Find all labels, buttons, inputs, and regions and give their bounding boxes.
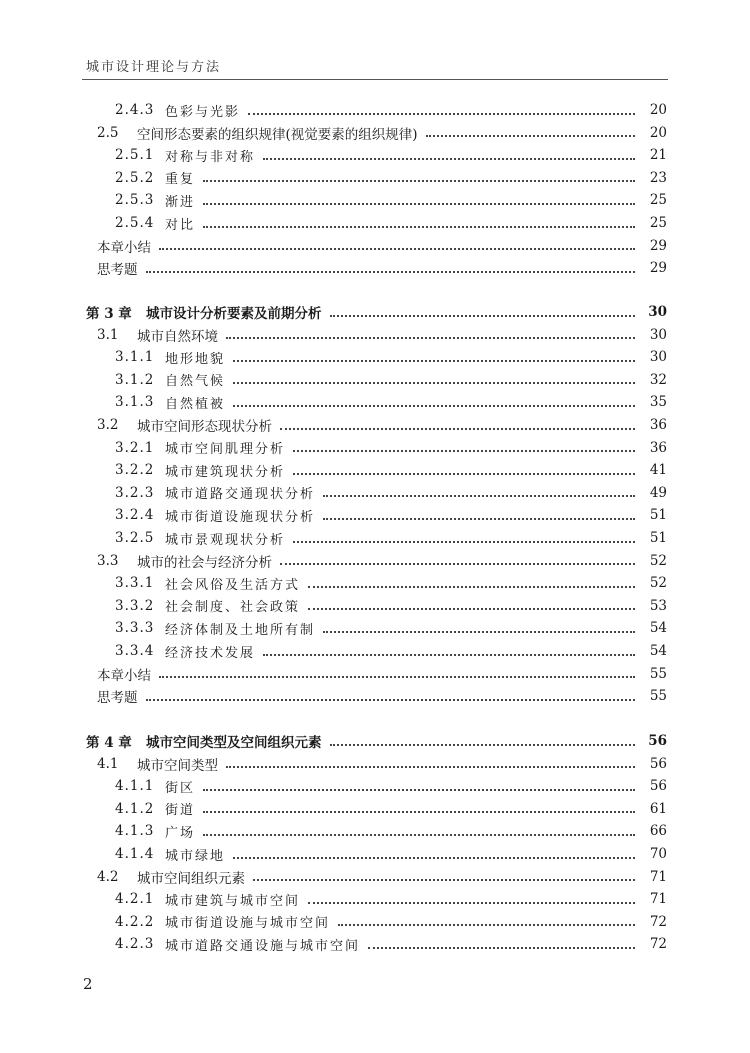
toc-entry-title: 经济体制及土地所有制: [165, 622, 316, 638]
dot-leader: [159, 675, 635, 678]
dot-leader: [308, 901, 635, 904]
toc-entry-number: 3.2.2: [115, 462, 155, 479]
toc-entry-number: 第 3 章: [86, 306, 132, 322]
toc-entry-page: 71: [649, 891, 667, 908]
toc-entry-page: 29: [649, 237, 667, 254]
toc-entry-title: 渐进: [165, 194, 196, 210]
toc-entry-number: 4.1.4: [115, 846, 155, 862]
toc-entry[interactable]: [115, 888, 667, 910]
toc-entry-page: 35: [649, 394, 667, 411]
toc-entry-title: 城市街道设施现状分析: [165, 509, 316, 525]
toc-entry-title: 城市道路交通现状分析: [165, 487, 316, 503]
toc-entry-title: 城市空间类型: [137, 757, 218, 774]
toc-entry[interactable]: [115, 437, 667, 459]
toc-entry-page: 53: [649, 597, 667, 614]
toc-entry-page: 54: [649, 643, 667, 659]
toc-entry-title: 空间形态要素的组织规律(视觉要素的组织规律): [137, 126, 418, 143]
toc-entry-number: 3.1.2: [115, 371, 155, 388]
toc-entry-page: 36: [649, 417, 667, 433]
toc-entry-page: 36: [649, 439, 667, 456]
running-header: 城市设计理论与方法: [86, 60, 222, 75]
toc-entry-page: 56: [648, 733, 667, 749]
dot-leader: [330, 314, 636, 317]
toc-entry-title: 城市绿地: [165, 848, 226, 864]
toc-entry-title: 城市景观现状分析: [165, 532, 286, 548]
toc-entry[interactable]: [97, 122, 667, 144]
dot-leader: [330, 743, 636, 746]
dot-leader: [203, 202, 635, 205]
toc-entry[interactable]: [115, 617, 667, 639]
toc-entry-page: 66: [649, 823, 667, 840]
toc-entry-page: 32: [649, 371, 667, 388]
toc-entry-number: 3.1: [97, 326, 119, 343]
toc-entry[interactable]: [115, 933, 667, 955]
toc-entry-number: 第 4 章: [86, 735, 132, 751]
toc-entry-page: 70: [649, 846, 667, 862]
toc-entry[interactable]: [86, 730, 667, 752]
toc-entry[interactable]: [97, 866, 667, 888]
toc-entry[interactable]: [115, 167, 667, 189]
dot-leader: [263, 653, 635, 656]
toc-entry-number: 4.2: [97, 868, 119, 885]
toc-entry-title: 城市道路交通设施与城市空间: [165, 938, 361, 954]
toc-entry-number: 3.2: [97, 417, 119, 433]
toc-entry-number: 3.1.3: [115, 394, 155, 411]
toc-entry-page: 25: [649, 215, 667, 231]
toc-entry[interactable]: [115, 189, 667, 211]
toc-entry-page: 20: [649, 102, 667, 118]
toc-entry-number: 2.5.4: [115, 215, 155, 231]
toc-entry-number: 4.1.1: [115, 778, 155, 795]
dot-leader: [233, 359, 635, 362]
toc-entry-number: 4.2.1: [115, 891, 155, 908]
toc-entry[interactable]: [115, 798, 667, 820]
toc-entry-number: 3.2.1: [115, 439, 155, 456]
dot-leader: [293, 449, 635, 452]
toc-entry-title: 城市的社会与经济分析: [137, 554, 272, 571]
dot-leader: [233, 381, 635, 384]
toc-entry-title: 城市空间形态现状分析: [137, 419, 272, 435]
toc-entry-title: 色彩与光影: [165, 104, 241, 120]
toc-entry[interactable]: [115, 595, 667, 617]
toc-entry-page: 51: [649, 530, 667, 546]
toc-entry-title: 城市建筑现状分析: [165, 464, 286, 480]
toc-entry-title: 城市街道设施与城市空间: [165, 916, 331, 932]
toc-entry-title: 城市设计分析要素及前期分析: [146, 306, 322, 322]
toc-entry-page: 20: [649, 124, 667, 141]
toc-entry[interactable]: [97, 685, 667, 707]
toc-entry-title: 自然植被: [165, 396, 226, 412]
dot-leader: [323, 517, 635, 520]
dot-leader: [293, 540, 635, 543]
toc-entry[interactable]: [115, 820, 667, 842]
dot-leader: [146, 270, 636, 273]
toc-entry[interactable]: [115, 572, 667, 594]
toc-entry[interactable]: [115, 391, 667, 413]
toc-entry[interactable]: [97, 550, 667, 572]
toc-entry-page: 54: [649, 620, 667, 637]
dot-leader: [280, 562, 635, 565]
toc-entry-page: 41: [649, 462, 667, 479]
toc-entry-page: 56: [649, 778, 667, 795]
dot-leader: [203, 810, 635, 813]
dot-leader: [368, 946, 635, 949]
toc-entry-page: 56: [649, 755, 667, 772]
toc-entry[interactable]: [115, 504, 667, 526]
toc-entry-title: 对称与非对称: [165, 149, 256, 165]
toc-entry-title: 社会制度、社会政策: [165, 600, 301, 616]
toc-entry-number: 2.5.1: [115, 147, 155, 164]
dot-leader: [203, 788, 635, 791]
dot-leader: [203, 179, 635, 182]
toc-entry-page: 29: [649, 260, 667, 277]
toc-entry[interactable]: [115, 843, 667, 865]
dot-leader: [233, 404, 635, 407]
toc-entry-title: 地形地貌: [165, 351, 226, 367]
toc-entry-title: 广场: [165, 825, 196, 841]
toc-entry[interactable]: [115, 144, 667, 166]
toc-entry[interactable]: [97, 324, 667, 346]
toc-entry-title: 对比: [165, 217, 196, 233]
toc-entry-title: 街区: [165, 780, 196, 796]
dot-leader: [146, 698, 636, 701]
toc-entry-number: 2.5.2: [115, 169, 155, 186]
dot-leader: [426, 134, 635, 137]
toc-entry[interactable]: [115, 482, 667, 504]
toc-entry-title: 本章小结: [97, 239, 151, 256]
toc-entry-title: 思考题: [97, 690, 138, 707]
toc-entry-number: 3.3.1: [115, 575, 155, 592]
toc-entry-number: 2.5: [97, 124, 119, 141]
toc-entry[interactable]: [115, 911, 667, 933]
toc-entry[interactable]: [115, 459, 667, 481]
toc-entry-page: 72: [649, 913, 667, 930]
dot-leader: [233, 856, 635, 859]
toc-entry-title: 城市建筑与城市空间: [165, 893, 301, 909]
toc-entry-title: 经济技术发展: [165, 645, 256, 661]
toc-entry[interactable]: [97, 235, 667, 257]
toc-entry[interactable]: [115, 99, 667, 121]
toc-entry-title: 思考题: [97, 262, 138, 279]
toc-entry-title: 街道: [165, 803, 196, 819]
header-rule: [82, 79, 668, 80]
dot-leader: [293, 472, 635, 475]
toc-entry-number: 3.1.1: [115, 349, 155, 366]
dot-leader: [308, 585, 635, 588]
toc-entry-title: 城市空间肌理分析: [165, 442, 286, 458]
toc-entry-page: 71: [649, 868, 667, 885]
toc-entry[interactable]: [115, 527, 667, 549]
toc-entry[interactable]: [115, 212, 667, 234]
dot-leader: [253, 878, 635, 881]
toc-entry[interactable]: [115, 775, 667, 797]
toc-entry-number: 4.1: [97, 755, 119, 772]
toc-entry-page: 21: [649, 147, 667, 164]
toc-entry-number: 3.3.4: [115, 643, 155, 659]
toc-entry-page: 52: [649, 575, 667, 592]
toc-entry-title: 社会风俗及生活方式: [165, 577, 301, 593]
toc-entry-title: 城市自然环境: [137, 328, 218, 345]
toc-entry-number: 4.1.3: [115, 823, 155, 840]
toc-entry[interactable]: [97, 663, 667, 685]
dot-leader: [203, 225, 635, 228]
page-number: 2: [83, 975, 93, 993]
toc-entry-number: 3.3.2: [115, 597, 155, 614]
toc-entry[interactable]: [115, 369, 667, 391]
toc-entry-page: 23: [649, 169, 667, 186]
toc-entry-number: 3.3.3: [115, 620, 155, 637]
toc-entry-title: 重复: [165, 172, 196, 188]
toc-entry-page: 51: [649, 507, 667, 524]
dot-leader: [226, 765, 635, 768]
dot-leader: [263, 157, 635, 160]
toc-entry-number: 3.2.4: [115, 507, 155, 524]
toc-entry-page: 52: [649, 552, 667, 569]
toc-entry-title: 自然气候: [165, 374, 226, 390]
toc-entry-title: 本章小结: [97, 667, 151, 684]
toc-entry-page: 72: [649, 936, 667, 953]
toc-entry-number: 2.4.3: [115, 102, 155, 118]
toc-entry-title: 城市空间组织元素: [137, 870, 245, 887]
dot-leader: [226, 336, 635, 339]
dot-leader: [203, 833, 635, 836]
dot-leader: [338, 923, 635, 926]
toc-entry-page: 30: [648, 304, 667, 320]
toc-entry-number: 3.2.5: [115, 530, 155, 546]
dot-leader: [159, 247, 635, 250]
dot-leader: [248, 112, 635, 115]
toc-entry[interactable]: [97, 753, 667, 775]
toc-entry-page: 61: [649, 800, 667, 817]
dot-leader: [323, 494, 635, 497]
toc-entry-page: 49: [649, 484, 667, 501]
toc-entry-page: 55: [649, 665, 667, 682]
dot-leader: [280, 427, 635, 430]
toc-entry-page: 25: [649, 192, 667, 209]
toc-entry[interactable]: [115, 640, 667, 662]
toc-entry[interactable]: [86, 301, 667, 323]
toc-entry-number: 3.2.3: [115, 484, 155, 501]
toc-entry-number: 4.2.2: [115, 913, 155, 930]
toc-entry-title: 城市空间类型及空间组织元素: [146, 735, 322, 751]
toc-entry[interactable]: [97, 414, 667, 436]
toc-entry-number: 4.1.2: [115, 800, 155, 817]
toc-entry[interactable]: [97, 257, 667, 279]
toc-entry[interactable]: [115, 346, 667, 368]
toc-entry-page: 30: [649, 326, 667, 343]
dot-leader: [308, 607, 635, 610]
toc-entry-page: 30: [649, 349, 667, 366]
toc-entry-page: 55: [649, 688, 667, 705]
toc-entry-number: 3.3: [97, 552, 119, 569]
dot-leader: [323, 630, 635, 633]
toc-entry-number: 2.5.3: [115, 192, 155, 209]
toc-entry-number: 4.2.3: [115, 936, 155, 953]
